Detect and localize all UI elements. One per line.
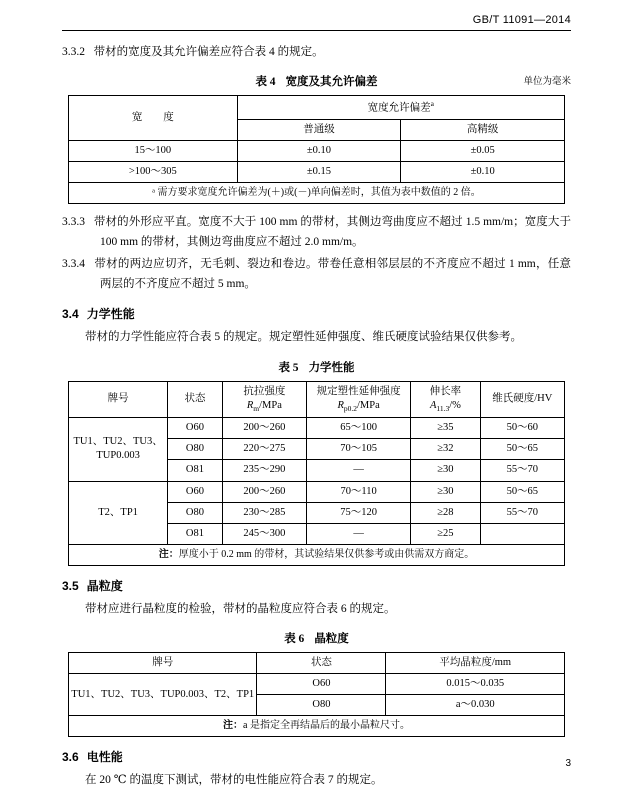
table-row <box>69 481 565 502</box>
table-5-header-state-text: 状态 <box>184 393 206 405</box>
table-5-header-proof <box>307 381 411 417</box>
table-4-header-width: 宽 度 <box>69 96 238 141</box>
table-6-cell: 0.015～0.035 <box>386 674 565 695</box>
table-6-number: 表 6 <box>284 632 305 645</box>
table-5-cell: 50～65 <box>480 481 564 502</box>
page-content <box>62 30 571 790</box>
table-6-cell: O60 <box>257 674 386 695</box>
table-5-cell: ≥25 <box>411 523 480 544</box>
clause-3-3-4-number: 3.3.4 <box>62 258 85 271</box>
table-5-header-elong <box>411 381 480 417</box>
table-6-cell: O80 <box>257 695 386 716</box>
table-row <box>69 162 565 183</box>
table-5-cell: — <box>307 460 411 481</box>
table-4-header-tolerance-sup: a <box>430 99 434 109</box>
table-5-header-state <box>168 381 223 417</box>
table-6-footnote-label: 注： <box>223 720 244 732</box>
table-5-cell: ≥28 <box>411 502 480 523</box>
table-4-header-tolerance-text: 宽度允许偏差 <box>367 102 431 114</box>
clause-3-6-heading <box>62 747 571 768</box>
table-5-header-tensile-symbol: $R_m$/MPa <box>246 399 282 413</box>
clause-3-3-3-text: 带材的外形应平直。宽度不大于 100 mm 的带材，其侧边弯曲度应不超过 1.5 mm/m；宽度大于 100 mm 的带材，其侧边弯曲度应不超过 2.0 mm/m。 <box>93 215 571 249</box>
table-5-cell: 230～285 <box>222 502 306 523</box>
page-header <box>62 0 571 30</box>
table-5-footnote-label: 注： <box>158 549 179 561</box>
table-5-cell: ≥35 <box>411 418 480 439</box>
table-5-header-proof-text: 规定塑性延伸强度 <box>316 385 401 397</box>
clause-3-3-3-number: 3.3.3 <box>62 215 85 228</box>
table-5-cell: — <box>307 523 411 544</box>
table-5-cell: 55～70 <box>480 460 564 481</box>
table-6 <box>68 652 565 737</box>
table-6-caption <box>62 629 571 649</box>
table-6-title: 晶粒度 <box>314 632 349 645</box>
table-5-cell: O81 <box>168 460 223 481</box>
table-5-cell: 200～260 <box>222 418 306 439</box>
clause-3-3-4 <box>62 254 571 294</box>
table-4-cell: 15～100 <box>69 141 238 162</box>
table-5-header-elong-symbol: $A_{11.3}/\%$ <box>429 399 461 413</box>
table-6-wrapper <box>62 652 571 737</box>
table-row <box>69 381 565 417</box>
table-row <box>69 96 565 120</box>
clause-3-5-title: 晶粒度 <box>86 578 123 593</box>
table-5-cell: ≥30 <box>411 481 480 502</box>
table-5-header-proof-symbol: $R_{p0.2}$/MPa <box>337 399 380 413</box>
table-5-footnote <box>69 545 565 566</box>
table-4-cell: ±0.10 <box>401 162 565 183</box>
page-number: 3 <box>565 758 571 769</box>
clause-3-3-3 <box>62 212 571 252</box>
table-5-cell: 65～100 <box>307 418 411 439</box>
table-5-header-grade-text: 牌号 <box>107 393 129 405</box>
table-6-header-state: 状态 <box>257 652 386 673</box>
table-4-header-normal: 普通级 <box>237 119 401 140</box>
table-6-grade-cell: TU1、TU2、TU3、TUP0.003、T2、TP1 <box>69 674 257 716</box>
table-4-cell: ±0.05 <box>401 141 565 162</box>
table-6-header-grade: 牌号 <box>69 652 257 673</box>
table-5-header-grade <box>69 381 168 417</box>
table-5-wrapper <box>62 381 571 566</box>
clause-3-3-2-text: 带材的宽度及其允许偏差应符合表 4 的规定。 <box>93 46 324 58</box>
table-5-cell: 70～110 <box>307 481 411 502</box>
table-6-header-grainsize: 平均晶粒度/mm <box>386 652 565 673</box>
clause-3-4-text: 带材的力学性能应符合表 5 的规定。规定塑性延伸强度、维氏硬度试验结果仅供参考。 <box>85 331 522 344</box>
table-4-cell: >100～305 <box>69 162 238 183</box>
table-5-footnote-text: 厚度小于 0.2 mm 的带材，其试验结果仅供参考或由供需双方商定。 <box>178 549 475 561</box>
table-6-footnote-text: a 是指定全再结晶后的最小晶粒尺寸。 <box>243 720 410 732</box>
clause-3-6-text: 在 20 ℃ 的温度下测试，带材的电性能应符合表 7 的规定。 <box>85 773 383 786</box>
table-5-cell: O80 <box>168 439 223 460</box>
table-5-header-tensile <box>222 381 306 417</box>
table-5-cell: O81 <box>168 523 223 544</box>
clause-3-5-heading <box>62 576 571 597</box>
table-4-cell: ±0.15 <box>237 162 401 183</box>
clause-3-3-2 <box>62 42 571 62</box>
table-6-footnote <box>69 716 565 737</box>
table-5-cell: 245～300 <box>222 523 306 544</box>
table-4-cell: ±0.10 <box>237 141 401 162</box>
table-4-footnote: ᵃ 需方要求宽度允许偏差为(＋)或(－)单向偏差时，其值为表中数值的 2 倍。 <box>69 183 565 204</box>
table-row <box>69 545 565 566</box>
table-row <box>69 674 565 695</box>
table-row <box>69 183 565 204</box>
standard-number: GB/T 11091—2014 <box>472 14 571 26</box>
table-5-cell: O60 <box>168 481 223 502</box>
table-5-cell: ≥30 <box>411 460 480 481</box>
table-4-number: 表 4 <box>255 76 276 89</box>
table-5-title: 力学性能 <box>308 361 355 374</box>
table-5-grade-cell: TU1、TU2、TU3、TUP0.003 <box>69 418 168 482</box>
table-5-number: 表 5 <box>278 361 299 374</box>
table-5-header-hardness-text: 维氏硬度/HV <box>492 393 553 405</box>
table-5 <box>68 381 565 566</box>
table-5-caption <box>62 358 571 378</box>
table-5-cell: O60 <box>168 418 223 439</box>
table-6-cell: a～0.030 <box>386 695 565 716</box>
clause-3-5-number: 3.5 <box>62 578 79 593</box>
clause-3-6-number: 3.6 <box>62 749 79 764</box>
table-5-cell: 50～60 <box>480 418 564 439</box>
table-4-header-high: 高精级 <box>401 119 565 140</box>
clause-3-6-title: 电性能 <box>86 749 123 764</box>
table-4-header-tolerance <box>237 96 564 120</box>
table-5-header-elong-text: 伸长率 <box>429 385 462 397</box>
table-5-header-hardness <box>480 381 564 417</box>
clause-3-3-2-number: 3.3.2 <box>62 46 85 58</box>
table-row <box>69 418 565 439</box>
table-5-cell: 70～105 <box>307 439 411 460</box>
table-5-header-tensile-text: 抗拉强度 <box>243 385 286 397</box>
table-4 <box>68 95 565 204</box>
table-5-cell: 55～70 <box>480 502 564 523</box>
table-4-wrapper <box>62 95 571 204</box>
table-5-cell: ≥32 <box>411 439 480 460</box>
clause-3-3-4-text: 带材的两边应切齐，无毛刺、裂边和卷边。带卷任意相邻层层的不齐度应不超过 1 mm，任意两层的不齐度应不超过 5 mm。 <box>94 258 572 291</box>
clause-3-4-title: 力学性能 <box>86 307 135 322</box>
table-5-cell: O80 <box>168 502 223 523</box>
table-5-grade-cell: T2、TP1 <box>69 481 168 545</box>
table-5-cell: 75～120 <box>307 502 411 523</box>
table-5-cell: 220～275 <box>222 439 306 460</box>
table-4-title: 宽度及其允许偏差 <box>285 76 378 89</box>
header-rule <box>62 30 571 31</box>
table-row <box>69 716 565 737</box>
table-5-cell <box>480 523 564 544</box>
table-5-cell: 50～65 <box>480 439 564 460</box>
table-4-caption <box>62 72 571 92</box>
table-row <box>69 652 565 673</box>
clause-3-4-number: 3.4 <box>62 307 79 322</box>
clause-3-5-text: 带材应进行晶粒度的检验，带材的晶粒度应符合表 6 的规定。 <box>85 602 396 615</box>
clause-3-4-heading <box>62 304 571 325</box>
table-4-unit-note: 单位为毫米 <box>523 77 571 88</box>
table-5-cell: 235～290 <box>222 460 306 481</box>
table-5-cell: 200～260 <box>222 481 306 502</box>
table-row <box>69 141 565 162</box>
